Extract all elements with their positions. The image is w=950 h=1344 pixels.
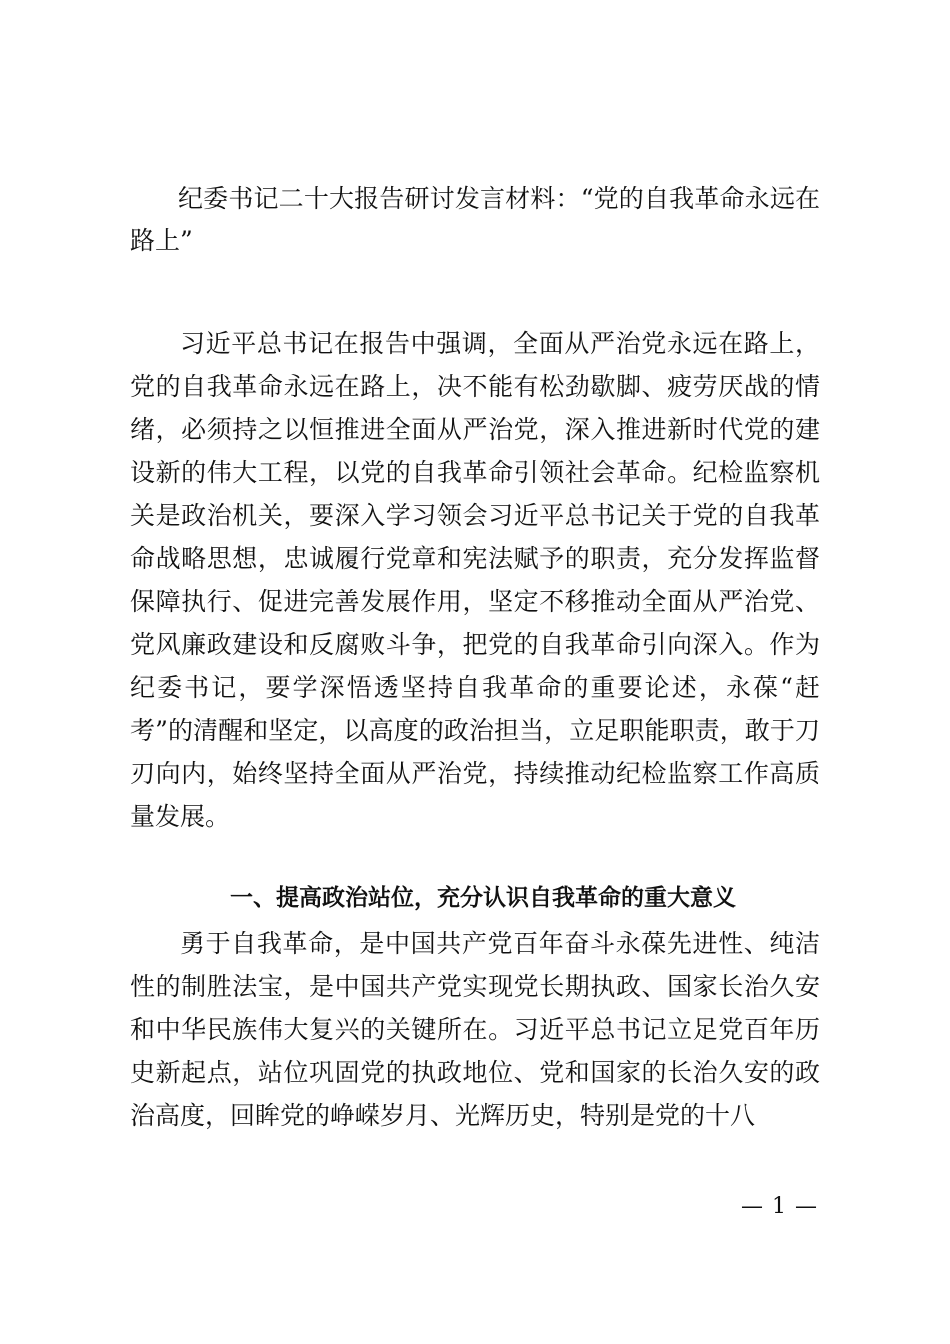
document-title: 纪委书记二十大报告研讨发言材料：“党的自我革命永远在路上”: [130, 184, 820, 255]
intro-paragraph: 习近平总书记在报告中强调，全面从严治党永远在路上，党的自我革命永远在路上，决不能有松劲歇脚、疲劳厌战的情绪，必须持之以恒推进全面从严治党，深入推进新时代党的建设新的伟大工程，以党的自我革命引领社会革命。纪检监察机关是政治机关，要深入学习领会习近平总书记关于党的自我革命战略思想，忠诚履行党章和宪法赋予的职责，充分发挥监督保障执行、促进完善发展作用，坚定不移推动全面从严治党、党风廉政建设和反腐败斗争，把党的自我革命引向深入。作为纪委书记，要学深悟透坚持自我革命的重要论述，永葆“赶考”的清醒和坚定，以高度的政治担当，立足职能职责，敢于刀刃向内，始终坚持全面从严治党，持续推动纪检监察工作高质量发展。: [130, 329, 820, 831]
section-paragraph: 勇于自我革命，是中国共产党百年奋斗永葆先进性、纯洁性的制胜法宝，是中国共产党实现党长期执政、国家长治久安和中华民族伟大复兴的关键所在。习近平总书记立足党百年历史新起点，站位巩固党的执政地位、党和国家的长治久安的政治高度，回眸党的峥嵘岁月、光辉历史，特别是党的十八: [130, 929, 820, 1130]
page-number: — 1 —: [741, 1194, 818, 1219]
section-heading: 一、提高政治站位，充分认识自我革命的重大意义: [230, 885, 736, 911]
